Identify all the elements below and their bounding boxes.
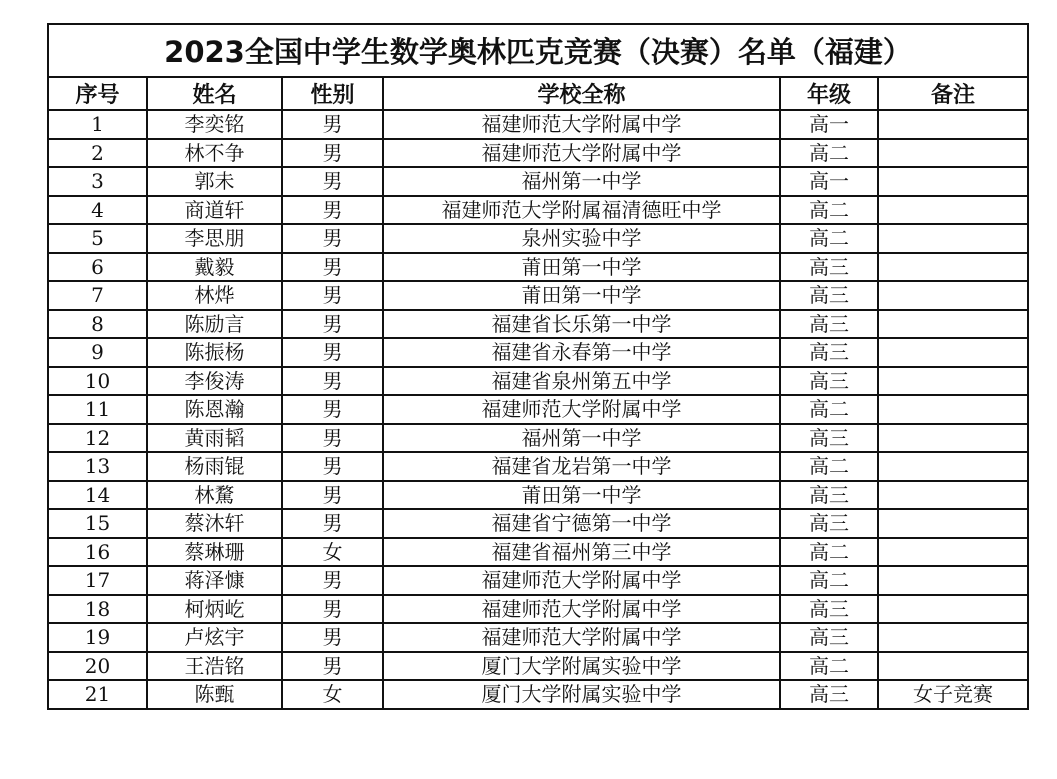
cell-no: 3 [48,167,147,196]
cell-name: 蒋泽慷 [147,566,282,595]
cell-note [878,566,1028,595]
roster-table [47,23,1029,710]
cell-grade: 高三 [780,253,878,282]
cell-grade: 高一 [780,110,878,139]
cell-name: 林騖 [147,481,282,510]
cell-name: 李思朋 [147,224,282,253]
table-row [48,538,1028,567]
cell-school: 福建省宁德第一中学 [383,509,780,538]
cell-school: 福建师范大学附属中学 [383,595,780,624]
table-row [48,652,1028,681]
cell-gender: 男 [282,281,383,310]
cell-gender: 男 [282,367,383,396]
cell-school: 福州第一中学 [383,424,780,453]
table-row [48,623,1028,652]
cell-note [878,167,1028,196]
table-row [48,310,1028,339]
cell-grade: 高二 [780,566,878,595]
cell-note [878,509,1028,538]
cell-school: 厦门大学附属实验中学 [383,680,780,709]
table-row [48,281,1028,310]
cell-note [878,623,1028,652]
cell-school: 福建省福州第三中学 [383,538,780,567]
cell-grade: 高二 [780,395,878,424]
cell-grade: 高三 [780,623,878,652]
cell-grade: 高三 [780,680,878,709]
cell-name: 陈振杨 [147,338,282,367]
cell-name: 林烨 [147,281,282,310]
header-grade: 年级 [780,77,878,110]
cell-note [878,139,1028,168]
cell-school: 福建师范大学附属中学 [383,139,780,168]
cell-name: 陈甄 [147,680,282,709]
cell-note [878,538,1028,567]
cell-gender: 男 [282,310,383,339]
cell-name: 黄雨韬 [147,424,282,453]
cell-name: 柯炳屹 [147,595,282,624]
cell-school: 莆田第一中学 [383,253,780,282]
table-row [48,253,1028,282]
cell-note [878,452,1028,481]
cell-school: 福州第一中学 [383,167,780,196]
cell-school: 福建师范大学附属中学 [383,110,780,139]
cell-gender: 男 [282,623,383,652]
cell-no: 12 [48,424,147,453]
cell-no: 14 [48,481,147,510]
cell-school: 福建省泉州第五中学 [383,367,780,396]
cell-name: 陈恩瀚 [147,395,282,424]
cell-grade: 高一 [780,167,878,196]
cell-gender: 男 [282,424,383,453]
cell-no: 2 [48,139,147,168]
table-row [48,452,1028,481]
cell-name: 林不争 [147,139,282,168]
cell-no: 9 [48,338,147,367]
cell-no: 4 [48,196,147,225]
cell-no: 11 [48,395,147,424]
cell-gender: 男 [282,253,383,282]
cell-school: 福建师范大学附属中学 [383,566,780,595]
cell-gender: 男 [282,595,383,624]
cell-note [878,595,1028,624]
cell-note [878,196,1028,225]
cell-school: 厦门大学附属实验中学 [383,652,780,681]
cell-gender: 女 [282,538,383,567]
cell-grade: 高三 [780,509,878,538]
cell-note [878,310,1028,339]
cell-no: 18 [48,595,147,624]
title-row [48,24,1028,77]
cell-grade: 高二 [780,452,878,481]
table-row [48,224,1028,253]
cell-note [878,652,1028,681]
roster-body [48,110,1028,709]
cell-name: 李俊涛 [147,367,282,396]
cell-note [878,253,1028,282]
table-row [48,509,1028,538]
cell-no: 16 [48,538,147,567]
cell-gender: 男 [282,652,383,681]
cell-grade: 高三 [780,424,878,453]
cell-grade: 高二 [780,196,878,225]
cell-name: 戴毅 [147,253,282,282]
cell-school: 福建师范大学附属中学 [383,395,780,424]
cell-gender: 男 [282,224,383,253]
cell-note [878,367,1028,396]
cell-school: 莆田第一中学 [383,481,780,510]
cell-gender: 男 [282,481,383,510]
cell-note [878,281,1028,310]
cell-gender: 男 [282,452,383,481]
table-row [48,680,1028,709]
roster-sheet [47,23,1027,710]
cell-no: 5 [48,224,147,253]
header-note: 备注 [878,77,1028,110]
header-name: 姓名 [147,77,282,110]
table-row [48,424,1028,453]
cell-grade: 高三 [780,595,878,624]
cell-no: 17 [48,566,147,595]
cell-note [878,395,1028,424]
cell-name: 卢炫宇 [147,623,282,652]
table-row [48,566,1028,595]
cell-gender: 男 [282,338,383,367]
cell-no: 19 [48,623,147,652]
cell-gender: 男 [282,395,383,424]
cell-name: 蔡沐轩 [147,509,282,538]
cell-grade: 高二 [780,652,878,681]
cell-no: 6 [48,253,147,282]
cell-name: 郭未 [147,167,282,196]
table-row [48,139,1028,168]
cell-note [878,224,1028,253]
cell-school: 泉州实验中学 [383,224,780,253]
cell-grade: 高二 [780,139,878,168]
cell-note [878,481,1028,510]
header-gender: 性别 [282,77,383,110]
cell-grade: 高二 [780,538,878,567]
cell-school: 福建省永春第一中学 [383,338,780,367]
cell-name: 杨雨锟 [147,452,282,481]
cell-no: 1 [48,110,147,139]
header-no: 序号 [48,77,147,110]
cell-gender: 男 [282,110,383,139]
cell-grade: 高三 [780,338,878,367]
cell-school: 福建师范大学附属中学 [383,623,780,652]
table-row [48,167,1028,196]
cell-note: 女子竞赛 [878,680,1028,709]
table-row [48,595,1028,624]
table-row [48,395,1028,424]
cell-name: 王浩铭 [147,652,282,681]
cell-name: 蔡琳珊 [147,538,282,567]
table-row [48,367,1028,396]
cell-school: 福建师范大学附属福清德旺中学 [383,196,780,225]
cell-gender: 男 [282,566,383,595]
cell-name: 陈励言 [147,310,282,339]
cell-gender: 男 [282,509,383,538]
cell-school: 莆田第一中学 [383,281,780,310]
cell-no: 21 [48,680,147,709]
cell-no: 20 [48,652,147,681]
table-row [48,481,1028,510]
header-row [48,77,1028,110]
cell-no: 10 [48,367,147,396]
cell-grade: 高二 [780,224,878,253]
cell-no: 8 [48,310,147,339]
cell-gender: 男 [282,167,383,196]
cell-name: 商道轩 [147,196,282,225]
cell-gender: 男 [282,139,383,168]
table-row [48,196,1028,225]
cell-grade: 高三 [780,481,878,510]
cell-no: 15 [48,509,147,538]
cell-no: 13 [48,452,147,481]
cell-note [878,110,1028,139]
table-row [48,110,1028,139]
cell-name: 李奕铭 [147,110,282,139]
cell-school: 福建省长乐第一中学 [383,310,780,339]
cell-note [878,338,1028,367]
cell-note [878,424,1028,453]
cell-no: 7 [48,281,147,310]
table-row [48,338,1028,367]
cell-grade: 高三 [780,281,878,310]
cell-grade: 高三 [780,310,878,339]
table-title: 2023全国中学生数学奥林匹克竞赛（决赛）名单（福建） [48,24,1028,77]
cell-gender: 男 [282,196,383,225]
cell-gender: 女 [282,680,383,709]
header-school: 学校全称 [383,77,780,110]
cell-grade: 高三 [780,367,878,396]
cell-school: 福建省龙岩第一中学 [383,452,780,481]
